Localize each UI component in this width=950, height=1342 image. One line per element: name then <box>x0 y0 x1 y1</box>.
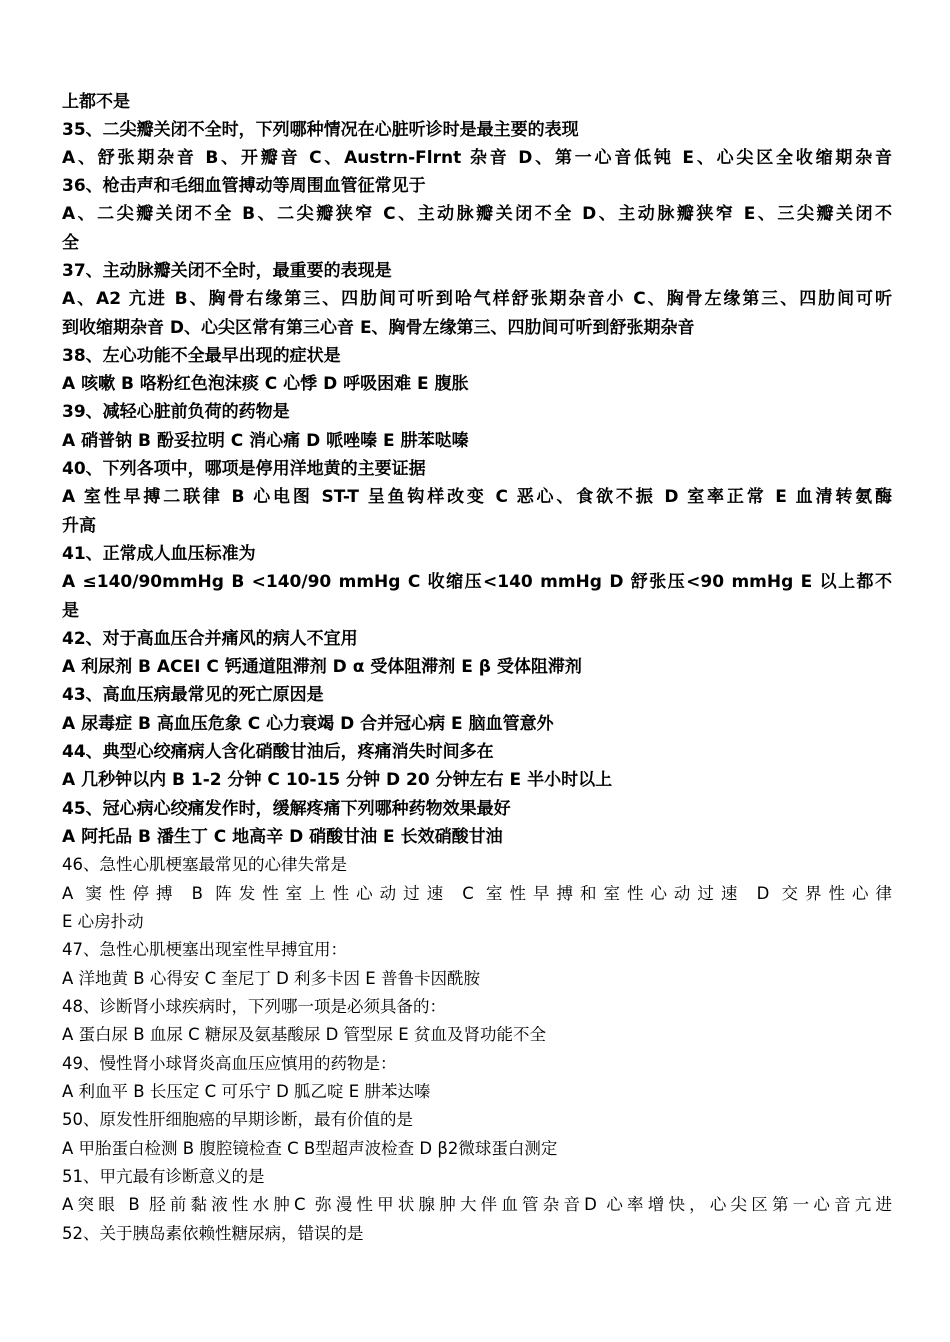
text-line: 52、关于胰岛素依赖性糖尿病，错误的是 <box>62 1224 364 1243</box>
text-line: A、二尖瓣关闭不全 B、二尖瓣狭窄 C、主动脉瓣关闭不全 D、主动脉瓣狭窄 E、三尖瓣关闭不 <box>62 204 892 224</box>
text-line: 39、减轻心脏前负荷的药物是 <box>62 402 290 422</box>
text-line: A 洋地黄 B 心得安 C 奎尼丁 D 利多卡因 E 普鲁卡因酰胺 <box>62 969 480 988</box>
text-line: 51、甲亢最有诊断意义的是 <box>62 1167 265 1186</box>
text-line: A ≤140/90mmHg B <140/90 mmHg C 收缩压<140 mmHg D 舒张压<90 mmHg E 以上都不 <box>62 572 892 592</box>
text-line: A 窦性停搏 B 阵发性室上性心动过速 C 室性早搏和室性心动过速 D 交界性心律 <box>62 884 892 903</box>
text-line: 是 <box>62 601 79 621</box>
text-line: 升高 <box>62 516 96 536</box>
text-line: 40、下列各项中，哪项是停用洋地黄的主要证据 <box>62 459 426 479</box>
text-line: E 心房扑动 <box>62 912 144 931</box>
text-line: A 室性早搏二联律 B 心电图 ST-T 呈鱼钩样改变 C 恶心、食欲不振 D 室率正常 E 血清转氨酶 <box>62 487 892 507</box>
text-line: A 利血平 B 长压定 C 可乐宁 D 胍乙啶 E 肼苯达嗪 <box>62 1082 431 1101</box>
text-line: A、A2 亢进 B、胸骨右缘第三、四肋间可听到哈气样舒张期杂音小 C、胸骨左缘第三、四肋间可听 <box>62 289 892 309</box>
text-line: 49、慢性肾小球肾炎高血压应慎用的药物是： <box>62 1054 397 1073</box>
text-line: A 利尿剂 B ACEI C 钙通道阻滞剂 D α 受体阻滞剂 E β 受体阻滞剂 <box>62 657 582 677</box>
text-line: 36、枪击声和毛细血管搏动等周围血管征常见于 <box>62 176 426 196</box>
text-line: 44、典型心绞痛病人含化硝酸甘油后，疼痛消失时间多在 <box>62 742 494 762</box>
text-line: 41、正常成人血压标准为 <box>62 544 256 564</box>
text-line: 38、左心功能不全最早出现的症状是 <box>62 346 341 366</box>
text-line: 47、急性心肌梗塞出现室性早搏宜用： <box>62 940 347 959</box>
text-line: A 甲胎蛋白检测 B 腹腔镜检查 C B型超声波检查 D β2微球蛋白测定 <box>62 1139 558 1158</box>
text-line: 50、原发性肝细胞癌的早期诊断，最有价值的是 <box>62 1110 413 1129</box>
text-line: 42、对于高血压合并痛风的病人不宜用 <box>62 629 358 649</box>
text-line: 43、高血压病最常见的死亡原因是 <box>62 685 324 705</box>
text-line: 上都不是 <box>62 92 130 112</box>
text-line: 45、冠心病心绞痛发作时，缓解疼痛下列哪种药物效果最好 <box>62 799 511 819</box>
text-line: A 硝普钠 B 酚妥拉明 C 消心痛 D 哌唑嗪 E 肼苯哒嗪 <box>62 431 469 451</box>
text-line: A突眼 B 胫前黏液性水肿C 弥漫性甲状腺肿大伴血管杂音D 心率增快，心尖区第一心音亢进 <box>62 1195 892 1214</box>
text-line: 48、诊断肾小球疾病时，下列哪一项是必须具备的： <box>62 997 446 1016</box>
text-line: A 咳嗽 B 咯粉红色泡沫痰 C 心悸 D 呼吸困难 E 腹胀 <box>62 374 469 394</box>
text-line: A、舒张期杂音 B、开瓣音 C、Austrn-Flrnt 杂音 D、第一心音低钝 E、心尖区全收缩期杂音 <box>62 148 892 168</box>
text-line: A 几秒钟以内 B 1-2 分钟 C 10-15 分钟 D 20 分钟左右 E 半小时以上 <box>62 770 613 790</box>
text-line: 到收缩期杂音 D、心尖区常有第三心音 E、胸骨左缘第三、四肋间可听到舒张期杂音 <box>62 318 695 338</box>
text-line: A 尿毒症 B 高血压危象 C 心力衰竭 D 合并冠心病 E 脑血管意外 <box>62 714 554 734</box>
text-line: 全 <box>62 233 79 253</box>
text-line: 35、二尖瓣关闭不全时，下列哪种情况在心脏听诊时是最主要的表现 <box>62 120 579 140</box>
text-line: A 蛋白尿 B 血尿 C 糖尿及氨基酸尿 D 管型尿 E 贫血及肾功能不全 <box>62 1025 546 1044</box>
text-line: 46、急性心肌梗塞最常见的心律失常是 <box>62 855 347 874</box>
text-line: A 阿托品 B 潘生丁 C 地高辛 D 硝酸甘油 E 长效硝酸甘油 <box>62 827 503 847</box>
text-line: 37、主动脉瓣关闭不全时，最重要的表现是 <box>62 261 392 281</box>
